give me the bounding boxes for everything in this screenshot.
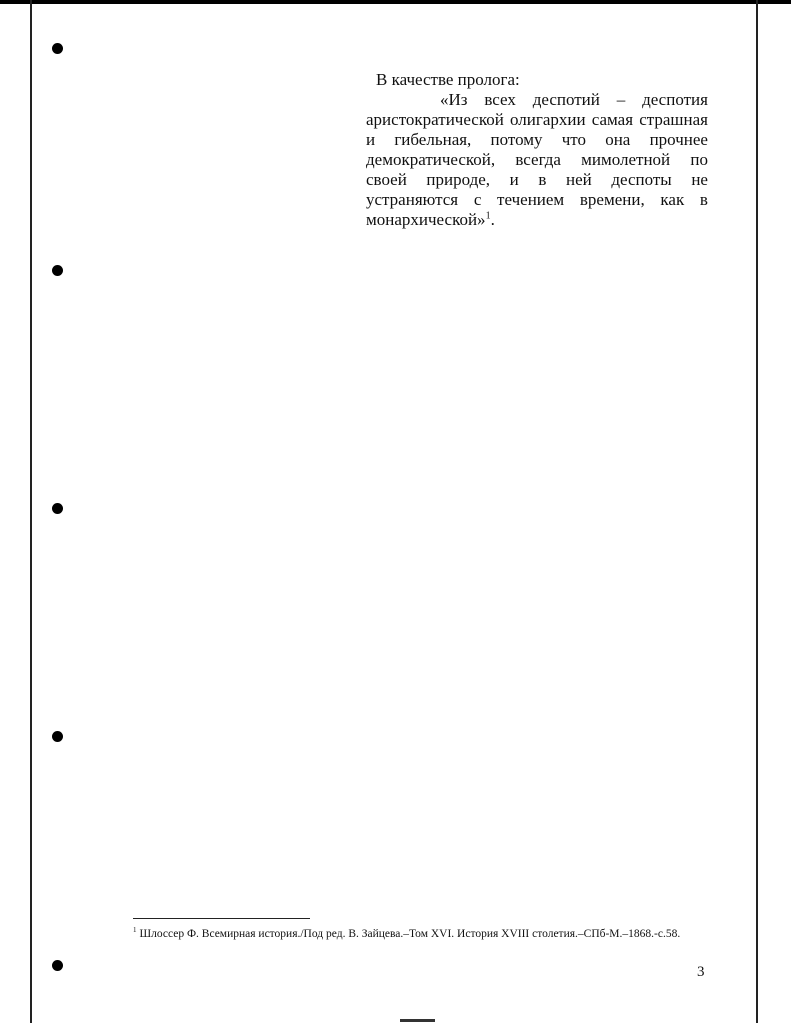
quote-word: аристократической xyxy=(366,110,504,129)
quote-word: и xyxy=(509,170,519,189)
footnote-separator xyxy=(133,918,310,919)
quote-word: деспотия xyxy=(642,90,708,109)
quote-line xyxy=(366,90,708,110)
quote-word: течением xyxy=(497,190,565,209)
quote-word: олигархии xyxy=(510,110,586,129)
quote-word: самая xyxy=(591,110,634,129)
quote-word: «Из xyxy=(440,90,468,109)
punch-hole xyxy=(52,503,63,514)
quote-word: – xyxy=(616,90,626,109)
page-number: 3 xyxy=(697,964,705,980)
quote-word: мимолетной xyxy=(581,150,671,169)
prologue-heading: В качестве пролога: xyxy=(376,70,520,89)
quote-word: гибельная, xyxy=(394,130,472,149)
quote-word: всех xyxy=(484,90,516,109)
punch-hole xyxy=(52,960,63,971)
quote-word: устраняются xyxy=(366,190,459,209)
punch-hole xyxy=(52,265,63,276)
quote-word: всегда xyxy=(515,150,561,169)
quote-line xyxy=(366,110,708,130)
quote-word: в xyxy=(538,170,547,189)
sheet-left-edge xyxy=(30,0,32,1023)
quote-word: своей xyxy=(366,170,407,189)
sheet-top-edge xyxy=(0,0,791,4)
quote-last-text: монархической» xyxy=(366,210,486,229)
punch-hole xyxy=(52,43,63,54)
punch-hole xyxy=(52,731,63,742)
quote-word: как xyxy=(660,190,685,209)
quote-word: демократической, xyxy=(366,150,496,169)
quote-word: что xyxy=(561,130,586,149)
footnote-text: Шлоссер Ф. Всемирная история./Под ред. В. Зайцева.–Том XVI. История XVIII столетия.–СПб-М.–1868.-с.58. xyxy=(139,928,681,940)
footnote xyxy=(133,927,723,942)
quote-word: потому xyxy=(490,130,543,149)
quote-word: в xyxy=(699,190,708,209)
quote-word: не xyxy=(691,170,708,189)
quote-word: времени, xyxy=(579,190,645,209)
quote-line xyxy=(366,170,708,190)
quote-word: ней xyxy=(565,170,592,189)
sheet-bottom-mark xyxy=(400,1019,435,1022)
quote-word: и xyxy=(366,130,376,149)
quote-line xyxy=(366,130,708,150)
quote-period: . xyxy=(490,210,495,229)
quote-line xyxy=(366,150,708,170)
epigraph-quote xyxy=(366,90,708,230)
footnote-number: 1 xyxy=(133,926,137,935)
quote-word: она xyxy=(605,130,631,149)
footnote-reference[interactable]: 1 xyxy=(485,210,491,222)
quote-word: природе, xyxy=(426,170,491,189)
quote-line xyxy=(366,190,708,210)
quote-word: деспотий xyxy=(532,90,600,109)
quote-word: страшная xyxy=(639,110,708,129)
quote-line xyxy=(366,210,708,230)
quote-word: прочнее xyxy=(649,130,708,149)
sheet-right-edge xyxy=(756,0,758,1023)
quote-word: по xyxy=(690,150,708,169)
quote-word: деспоты xyxy=(611,170,672,189)
quote-word: с xyxy=(473,190,482,209)
